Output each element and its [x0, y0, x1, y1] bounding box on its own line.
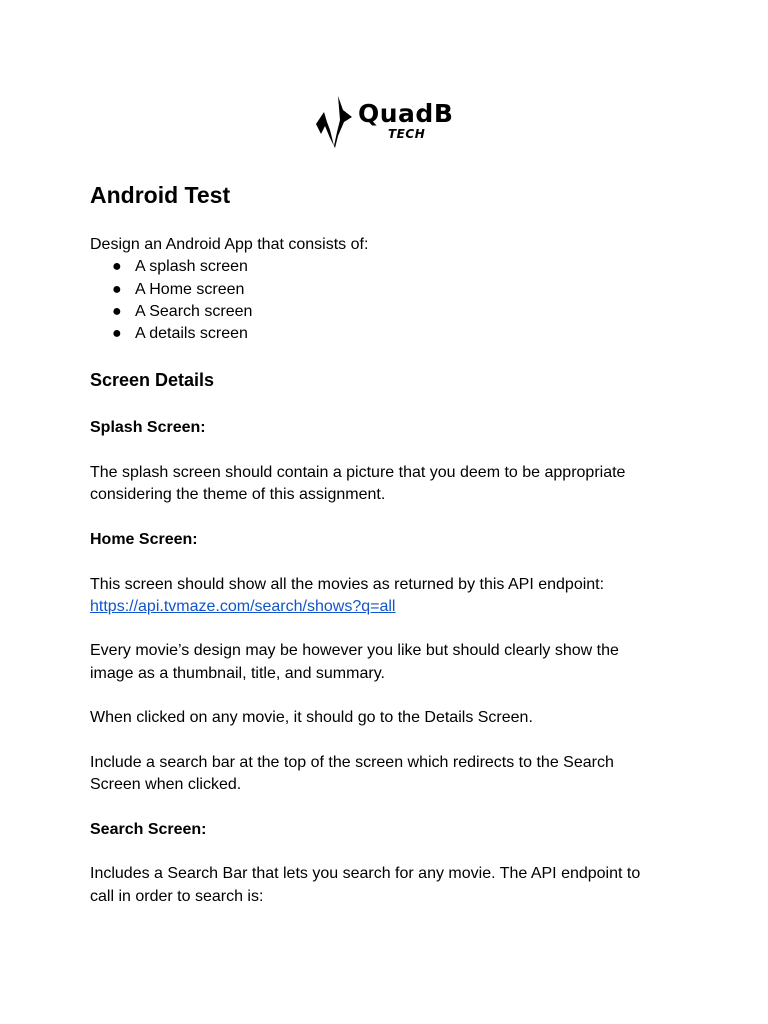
logo-subtitle: TECH [388, 127, 426, 141]
home-screen-text-1: This screen should show all the movies as returned by this API endpoint: https://api.tvmaze.com/search/shows?q=all [90, 575, 605, 615]
screen-details-heading: Screen Details [90, 370, 215, 391]
search-screen-text: Includes a Search Bar that lets you search for any movie. The API endpoint to call in order to search is: [90, 865, 641, 905]
home-screen-text-3: When clicked on any movie, it should go to the Details Screen. [90, 709, 533, 727]
splash-screen-heading: Splash Screen: [90, 419, 206, 437]
bullet: ● [112, 302, 122, 320]
home-screen-text-4: Include a search bar at the top of the screen which redirects to the Search Screen when clicked. [90, 753, 614, 794]
list-item: ● A splash screen [90, 256, 690, 278]
list-item: ● A Home screen [90, 279, 690, 301]
bullet: ● [112, 280, 122, 298]
bullet: ● [112, 258, 122, 276]
list-item: ● A details screen [90, 323, 690, 345]
intro-text: Design an Android App that consists of: [90, 236, 369, 253]
bullet: ● [112, 325, 122, 343]
screens-list [90, 256, 690, 345]
list-item: ● A Search screen [90, 301, 690, 323]
quadb-tech-logo [314, 92, 466, 148]
splash-screen-text: The splash screen should contain a picture that you deem to be appropriate considering the theme of this assignment. [90, 464, 626, 504]
logo-name: QuadB [358, 99, 454, 128]
document-body [90, 180, 690, 908]
api-endpoint-link[interactable]: https://api.tvmaze.com/search/shows?q=all [90, 597, 396, 615]
home-screen-text-2: Every movie’s design may be however you like but should clearly show the image as a thumbnail, title, and summary. [90, 642, 619, 682]
logo-mark-icon [314, 92, 354, 148]
search-screen-heading: Search Screen: [90, 820, 207, 838]
document-title: Android Test [90, 182, 231, 208]
home-screen-heading: Home Screen: [90, 530, 198, 548]
